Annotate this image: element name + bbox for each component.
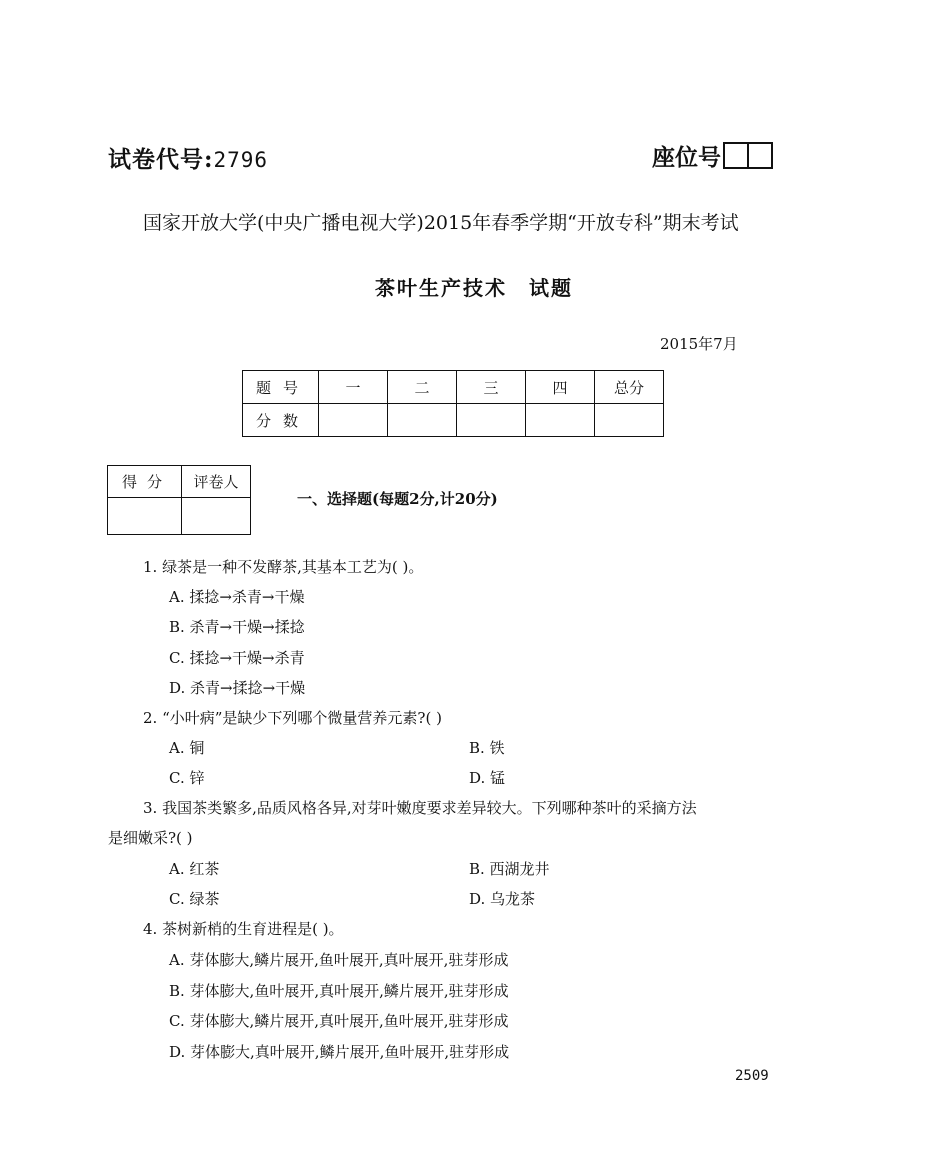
question-option[interactable]: D. 锰 <box>469 769 506 787</box>
question-number-label: 题号 <box>243 371 319 404</box>
question-option[interactable]: D. 乌龙茶 <box>469 890 536 908</box>
score-cell[interactable] <box>319 404 388 437</box>
score-cell[interactable] <box>388 404 457 437</box>
question-stem-continued: 是细嫩采?( ) <box>108 829 193 847</box>
question-option[interactable]: B. 杀青→干燥→揉捻 <box>169 618 305 636</box>
column-header: 四 <box>526 371 595 404</box>
grader-table-header-row <box>108 466 251 498</box>
page-number: 2509 <box>735 1068 769 1084</box>
column-header: 三 <box>457 371 526 404</box>
subject-title <box>0 272 948 301</box>
column-header: 一 <box>319 371 388 404</box>
exam-title: 国家开放大学(中央广播电视大学)2015年春季学期“开放专科”期末考试 <box>143 212 739 234</box>
question-option[interactable]: D. 杀青→揉捻→干燥 <box>169 679 306 697</box>
subject-name: 茶叶生产技术 <box>375 276 507 300</box>
question-option[interactable]: A. 芽体膨大,鳞片展开,鱼叶展开,真叶展开,驻芽形成 <box>169 951 509 969</box>
grader-label: 评卷人 <box>182 466 251 498</box>
seat-box[interactable] <box>723 142 749 169</box>
question-option[interactable]: D. 芽体膨大,真叶展开,鳞片展开,鱼叶展开,驻芽形成 <box>169 1043 510 1061</box>
grader-table <box>107 465 251 535</box>
section-score-label: 得分 <box>108 466 182 498</box>
section-title: 一、选择题(每题2分,计20分) <box>297 490 498 508</box>
score-label: 分数 <box>243 404 319 437</box>
paper-code-number: 2796 <box>213 148 269 172</box>
question-stem: 2. “小叶病”是缺少下列哪个微量营养元素?( ) <box>143 709 442 727</box>
question-option[interactable]: A. 铜 <box>169 739 205 757</box>
question-stem: 3. 我国茶类繁多,品质风格各异,对芽叶嫩度要求差异较大。下列哪种茶叶的采摘方法 <box>143 799 697 817</box>
question-option[interactable]: A. 揉捻→杀青→干燥 <box>169 588 305 606</box>
seat-box[interactable] <box>749 142 773 169</box>
seat-boxes <box>723 142 773 169</box>
section-score-cell[interactable] <box>108 498 182 535</box>
question-stem: 1. 绿茶是一种不发酵茶,其基本工艺为( )。 <box>143 558 424 576</box>
score-table-header-row <box>243 371 664 404</box>
exam-date: 2015年7月 <box>660 335 738 353</box>
score-cell-total[interactable] <box>595 404 664 437</box>
seat-label: 座位号 <box>652 144 721 171</box>
score-table-score-row <box>243 404 664 437</box>
question-option[interactable]: C. 揉捻→干燥→杀青 <box>169 649 305 667</box>
subject-suffix: 试题 <box>529 276 573 300</box>
seat-number <box>652 139 773 172</box>
question-option[interactable]: C. 锌 <box>169 769 205 787</box>
score-table <box>242 370 664 437</box>
column-header: 二 <box>388 371 457 404</box>
paper-code-label: 试卷代号: <box>108 146 214 173</box>
question-option[interactable]: C. 芽体膨大,鳞片展开,真叶展开,鱼叶展开,驻芽形成 <box>169 1012 509 1030</box>
score-cell[interactable] <box>526 404 595 437</box>
question-option[interactable]: B. 铁 <box>469 739 505 757</box>
question-option[interactable]: A. 红茶 <box>169 860 220 878</box>
column-header-total: 总分 <box>595 371 664 404</box>
question-option[interactable]: B. 西湖龙井 <box>469 860 550 878</box>
score-cell[interactable] <box>457 404 526 437</box>
question-stem: 4. 茶树新梢的生育进程是( )。 <box>143 920 344 938</box>
grader-table-entry-row <box>108 498 251 535</box>
paper-code <box>108 141 268 174</box>
question-option[interactable]: C. 绿茶 <box>169 890 220 908</box>
question-option[interactable]: B. 芽体膨大,鱼叶展开,真叶展开,鳞片展开,驻芽形成 <box>169 982 509 1000</box>
grader-cell[interactable] <box>182 498 251 535</box>
